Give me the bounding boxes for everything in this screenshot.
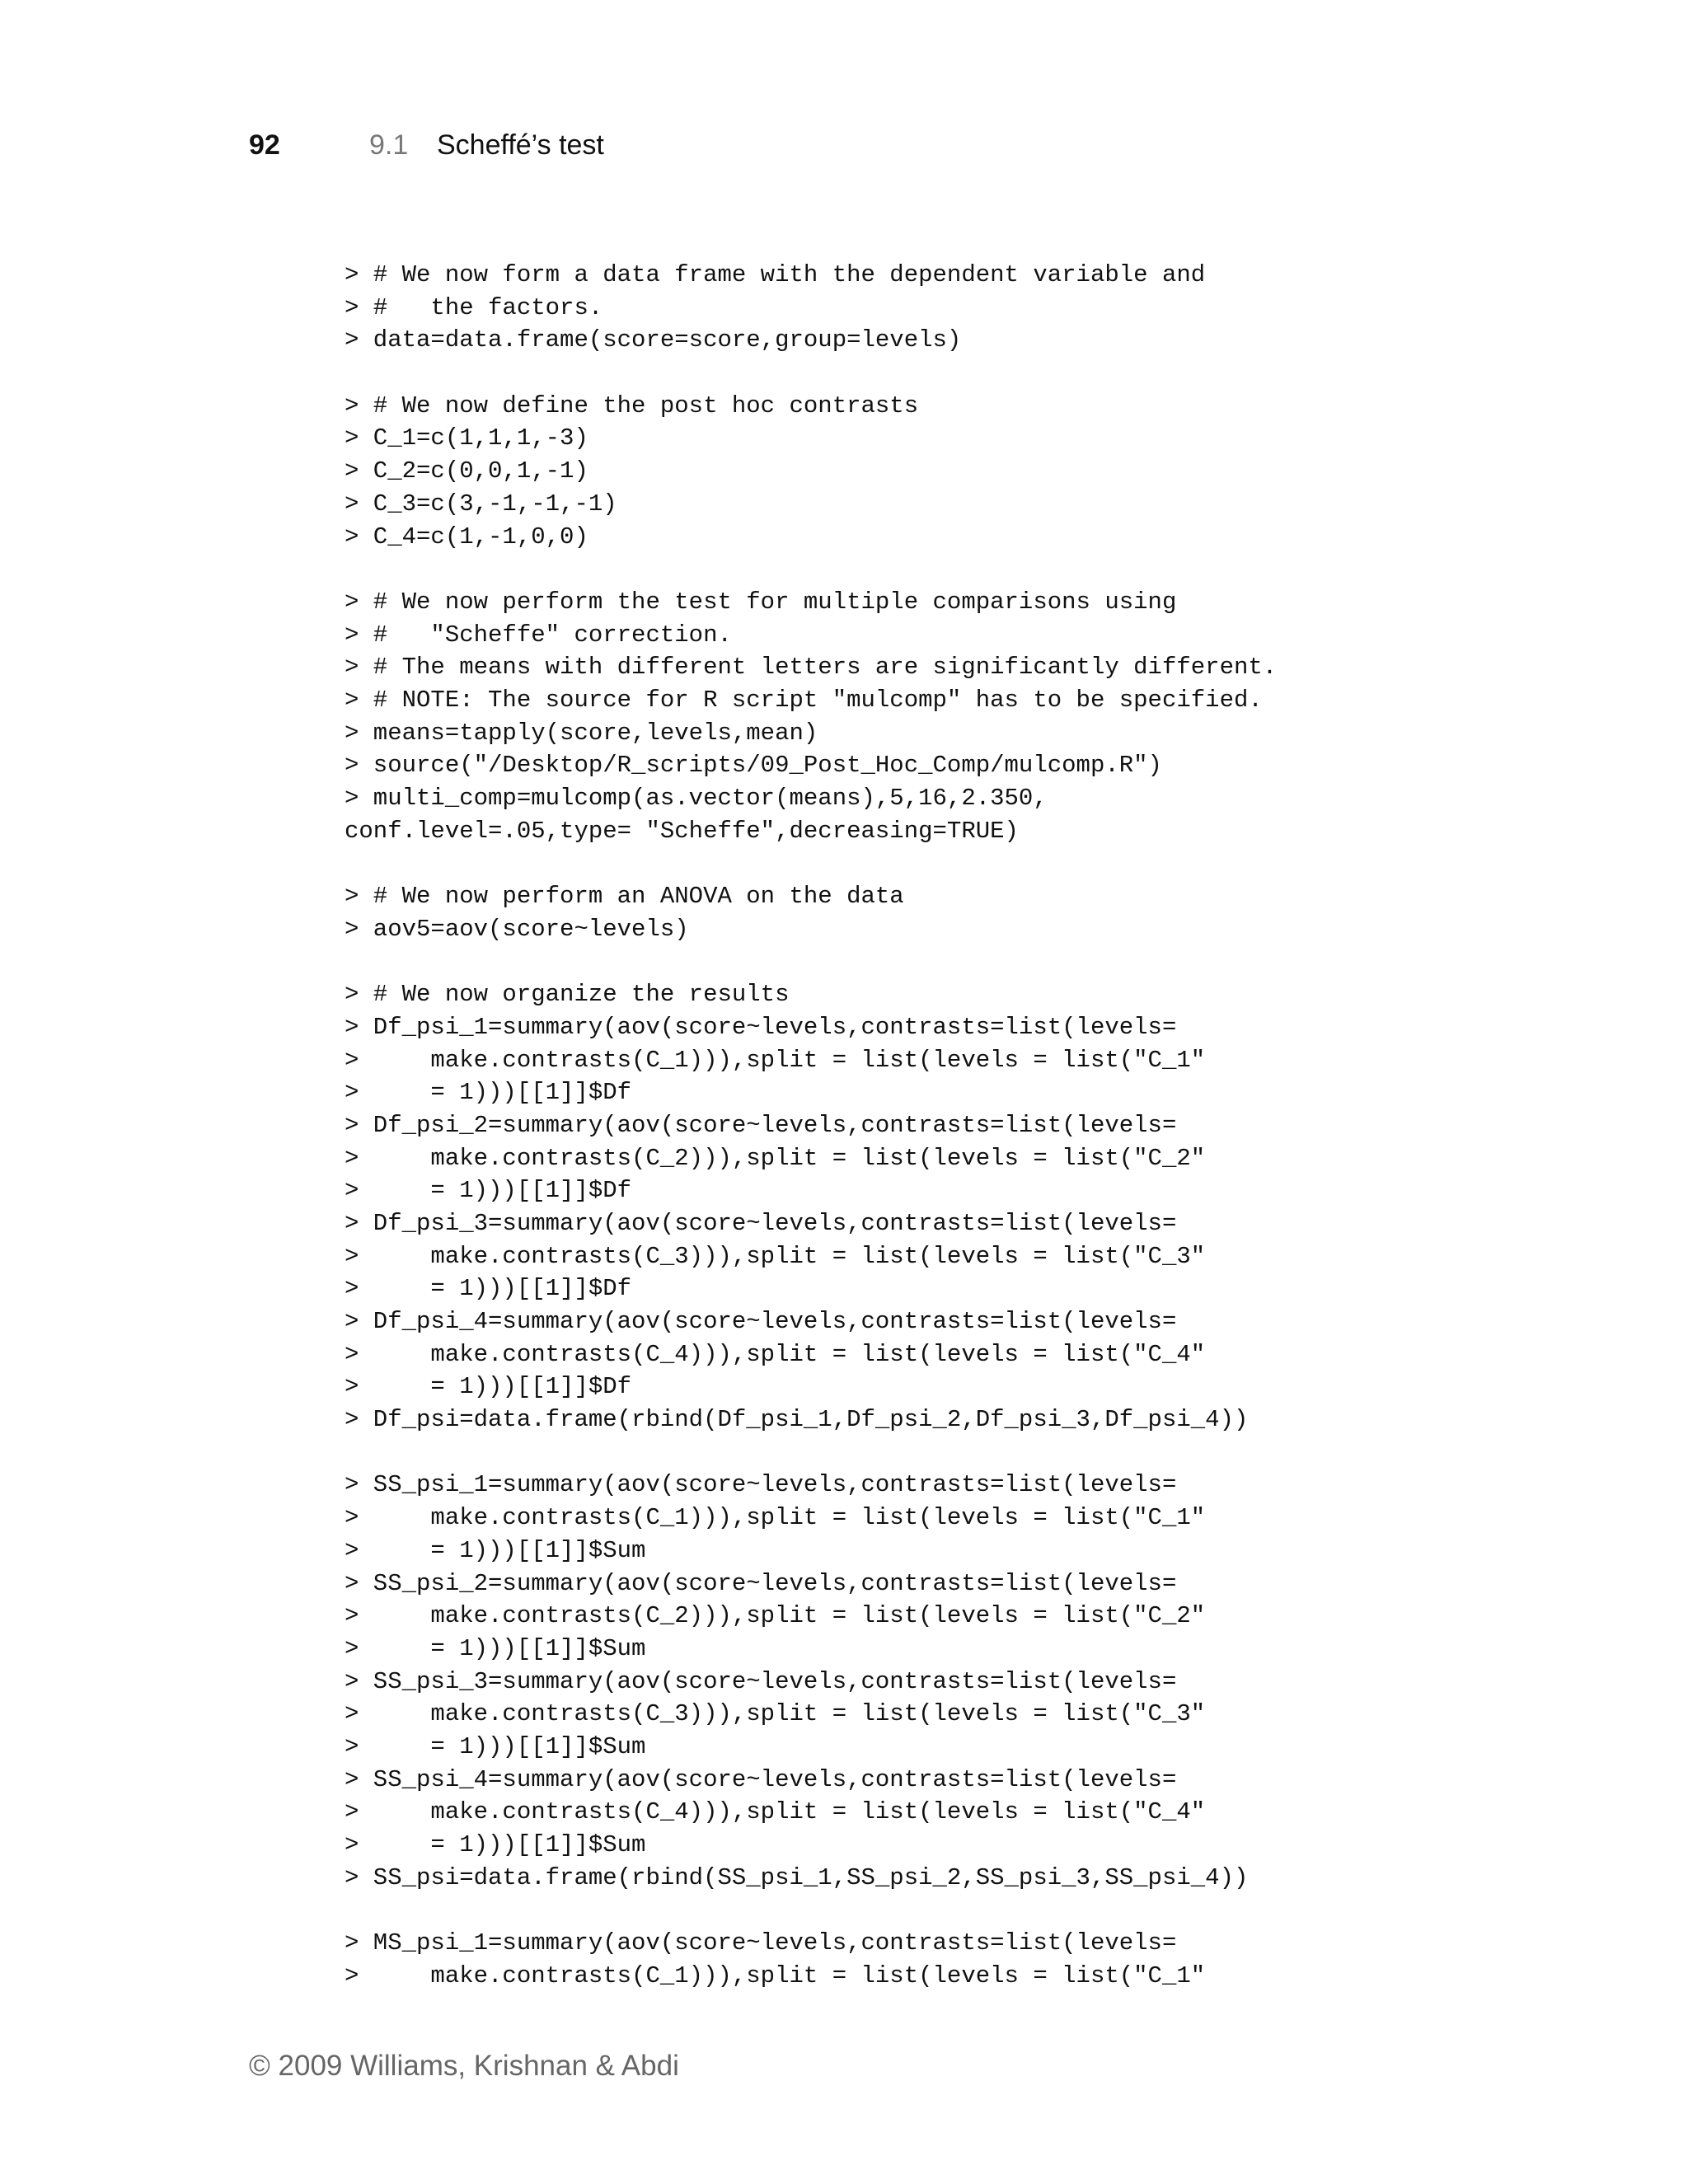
r-code-listing bbox=[345, 259, 1630, 1992]
code-line: > make.contrasts(C_1))),split = list(levels = list("C_1" bbox=[345, 1046, 1206, 1074]
blank-line bbox=[345, 357, 1630, 390]
copyright-footer: © 2009 Williams, Krishnan & Abdi bbox=[249, 2050, 679, 2082]
code-line: > Df_psi_4=summary(aov(score~levels,contrasts=list(levels= bbox=[345, 1308, 1177, 1335]
code-line: > = 1)))[[1]]$Df bbox=[345, 1177, 632, 1205]
code-line: > SS_psi=data.frame(rbind(SS_psi_1,SS_psi_2,SS_psi_3,SS_psi_4)) bbox=[345, 1863, 1249, 1891]
section-number: 9.1 bbox=[369, 129, 409, 161]
code-line: > SS_psi_1=summary(aov(score~levels,contrasts=list(levels= bbox=[345, 1471, 1177, 1499]
blank-line bbox=[345, 553, 1630, 586]
code-line: > = 1)))[[1]]$Df bbox=[345, 1275, 632, 1303]
code-line: > = 1)))[[1]]$Sum bbox=[345, 1536, 646, 1564]
code-line: > C_1=c(1,1,1,-3) bbox=[345, 424, 588, 452]
code-line: > # the factors. bbox=[345, 293, 603, 321]
code-line: > source("/Desktop/R_scripts/09_Post_Hoc_Comp/mulcomp.R") bbox=[345, 752, 1162, 780]
code-line: > means=tapply(score,levels,mean) bbox=[345, 719, 818, 747]
section-title: Scheffé’s test bbox=[437, 129, 604, 161]
code-line: > make.contrasts(C_4))),split = list(levels = list("C_4" bbox=[345, 1798, 1206, 1826]
code-line: > MS_psi_1=summary(aov(score~levels,contrasts=list(levels= bbox=[345, 1929, 1177, 1957]
code-line: > make.contrasts(C_1))),split = list(levels = list("C_1" bbox=[345, 1961, 1206, 1990]
code-line: > Df_psi=data.frame(rbind(Df_psi_1,Df_psi_2,Df_psi_3,Df_psi_4)) bbox=[345, 1406, 1249, 1434]
code-line: > make.contrasts(C_2))),split = list(levels = list("C_2" bbox=[345, 1602, 1206, 1630]
code-line: > = 1)))[[1]]$Sum bbox=[345, 1634, 646, 1662]
code-line: > # We now organize the results bbox=[345, 981, 790, 1009]
code-line: > # "Scheffe" correction. bbox=[345, 621, 732, 649]
code-line: > # We now perform an ANOVA on the data bbox=[345, 883, 904, 911]
code-line: > = 1)))[[1]]$Df bbox=[345, 1373, 632, 1401]
blank-line bbox=[345, 847, 1630, 880]
code-line: > SS_psi_2=summary(aov(score~levels,contrasts=list(levels= bbox=[345, 1569, 1177, 1597]
code-line: > C_3=c(3,-1,-1,-1) bbox=[345, 490, 617, 518]
code-line: > make.contrasts(C_4))),split = list(levels = list("C_4" bbox=[345, 1340, 1206, 1368]
code-line: > make.contrasts(C_2))),split = list(levels = list("C_2" bbox=[345, 1144, 1206, 1172]
code-line: > # NOTE: The source for R script "mulcomp" has to be specified. bbox=[345, 686, 1263, 714]
code-line: > = 1)))[[1]]$Sum bbox=[345, 1831, 646, 1858]
code-line: > Df_psi_3=summary(aov(score~levels,contrasts=list(levels= bbox=[345, 1209, 1177, 1237]
code-line: > make.contrasts(C_3))),split = list(levels = list("C_3" bbox=[345, 1242, 1206, 1270]
code-line: > # We now define the post hoc contrasts bbox=[345, 391, 919, 419]
code-line: > C_4=c(1,-1,0,0) bbox=[345, 523, 588, 551]
code-line: > SS_psi_4=summary(aov(score~levels,contrasts=list(levels= bbox=[345, 1765, 1177, 1793]
code-line: > make.contrasts(C_1))),split = list(levels = list("C_1" bbox=[345, 1504, 1206, 1532]
code-line: > # We now perform the test for multiple comparisons using bbox=[345, 588, 1177, 616]
code-line: > = 1)))[[1]]$Df bbox=[345, 1079, 632, 1107]
code-line: > Df_psi_1=summary(aov(score~levels,contrasts=list(levels= bbox=[345, 1013, 1177, 1041]
code-line: > Df_psi_2=summary(aov(score~levels,contrasts=list(levels= bbox=[345, 1111, 1177, 1139]
code-line: > # The means with different letters are significantly different. bbox=[345, 654, 1278, 682]
blank-line bbox=[345, 1894, 1630, 1927]
page-number: 92 bbox=[249, 129, 280, 161]
code-line: > C_2=c(0,0,1,-1) bbox=[345, 457, 588, 485]
code-line: > # We now form a data frame with the dependent variable and bbox=[345, 261, 1206, 288]
running-header bbox=[249, 124, 604, 166]
blank-line bbox=[345, 945, 1630, 978]
blank-line bbox=[345, 1436, 1630, 1469]
code-line: > = 1)))[[1]]$Sum bbox=[345, 1732, 646, 1760]
code-line: > data=data.frame(score=score,group=levels) bbox=[345, 326, 962, 354]
code-line: conf.level=.05,type= "Scheffe",decreasing=TRUE) bbox=[345, 817, 1019, 845]
code-line: > multi_comp=mulcomp(as.vector(means),5,16,2.350, bbox=[345, 785, 1048, 812]
code-line: > aov5=aov(score~levels) bbox=[345, 915, 689, 943]
code-line: > SS_psi_3=summary(aov(score~levels,contrasts=list(levels= bbox=[345, 1667, 1177, 1695]
code-line: > make.contrasts(C_3))),split = list(levels = list("C_3" bbox=[345, 1700, 1206, 1728]
